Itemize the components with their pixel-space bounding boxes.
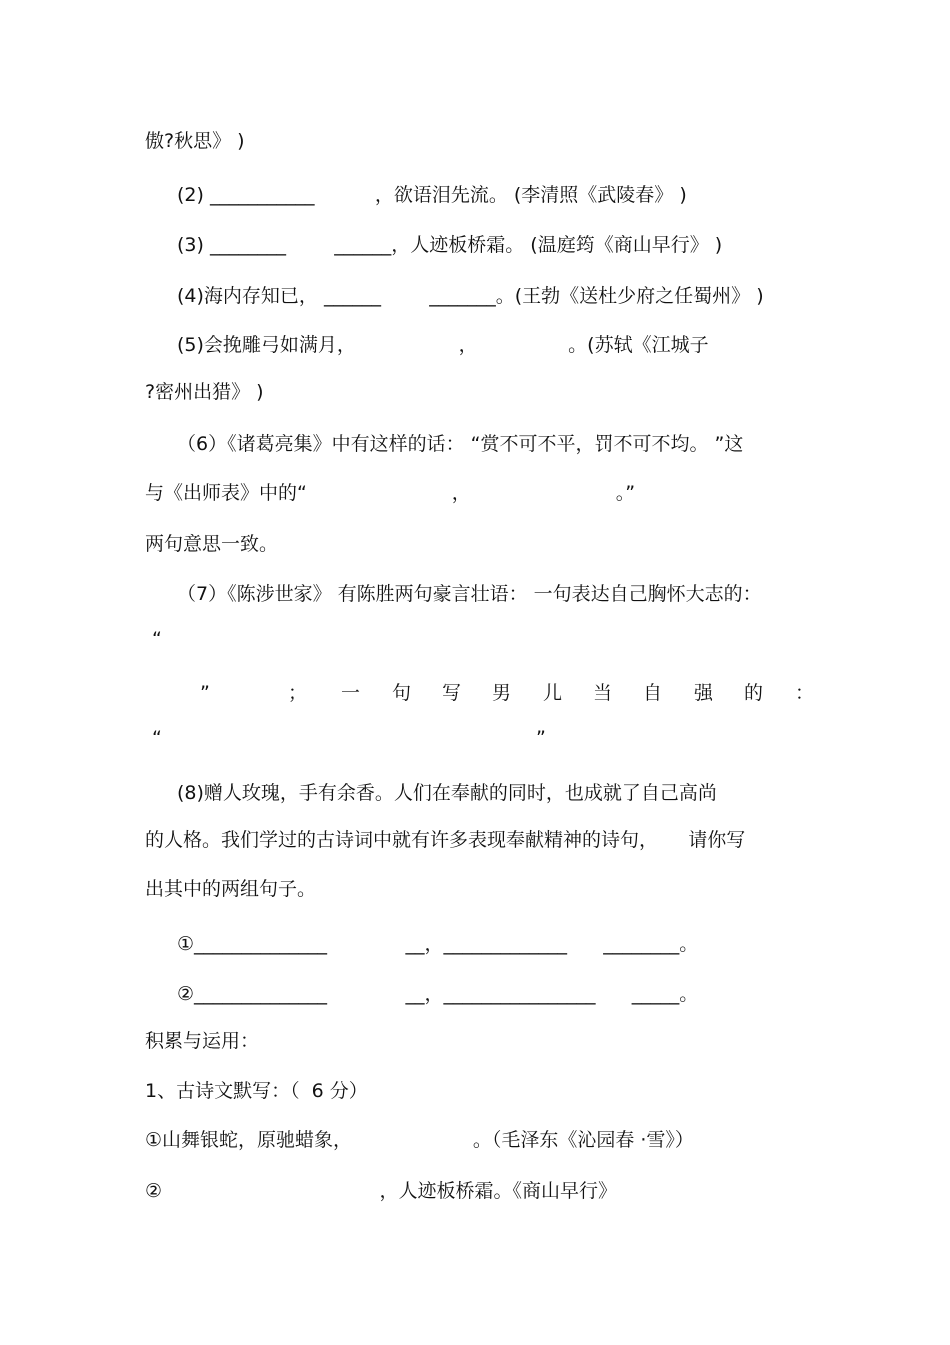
text-line: ①山舞银蛇，原驰蜡象， 。（毛泽东《沁园春 ·雪》） xyxy=(145,1129,694,1151)
text-line: 的人格。我们学过的古诗词中就有许多表现奉献精神的诗句， 请你写 xyxy=(145,829,746,851)
text-line: (8)赠人玫瑰，手有余香。人们在奉献的同时，也成就了自己高尚 xyxy=(177,782,717,804)
open-quote: “ xyxy=(152,628,162,650)
text-line: 傲?秋思》 ) xyxy=(145,130,245,152)
close-quote: ” xyxy=(536,727,546,749)
text-line: （6）《诸葛亮集》中有这样的话： “赏不可不平，罚不可不均。 ”这 xyxy=(177,433,744,455)
semicolon: ； xyxy=(288,682,308,704)
section-heading: 积累与运用： xyxy=(145,1030,260,1052)
spread-char: 当 xyxy=(593,682,613,704)
spread-char: 写 xyxy=(442,682,462,704)
text-line: ② ，人迹板桥霜。《商山早行》 xyxy=(145,1180,617,1202)
text-line: (4)海内存知已， ______ _______。(王勃《送杜少府之任蜀州》 ) xyxy=(177,285,764,307)
text-line: (2) ___________ ，欲语泪先流。 (李清照《武陵春》 ) xyxy=(177,184,687,206)
spread-char: 自 xyxy=(643,682,663,704)
spread-char: 的 xyxy=(744,682,764,704)
text-line: ?密州出猎》 ) xyxy=(145,381,264,403)
text-line: 出其中的两组句子。 xyxy=(145,878,317,900)
spread-char: 强 xyxy=(694,682,714,704)
text-line: (3) ________ ______，人迹板桥霜。 (温庭筠《商山早行》 ) xyxy=(177,234,723,256)
spread-char: 句 xyxy=(392,682,412,704)
spread-char: 儿 xyxy=(543,682,563,704)
open-quote: “ xyxy=(152,727,162,749)
text-line: ①______________ __，_____________ ________。 xyxy=(177,933,699,955)
text-line: 与《出师表》中的“ ， 。” xyxy=(145,482,636,504)
text-line: 两句意思一致。 xyxy=(145,533,279,555)
question-heading: 1、古诗文默写：（ 6 分） xyxy=(145,1080,368,1102)
text-line: ②______________ __，________________ _____。 xyxy=(177,983,699,1005)
text-line: (5)会挽雕弓如满月， ， 。(苏轼《江城子 xyxy=(177,334,709,356)
spread-char: 男 xyxy=(492,682,512,704)
text-line: （7）《陈涉世家》 有陈胜两句豪言壮语： 一句表达自己胸怀大志的： xyxy=(177,583,762,605)
close-quote: ” xyxy=(200,682,210,704)
spread-colon: ： xyxy=(795,682,815,704)
spread-char: 一 xyxy=(341,682,361,704)
